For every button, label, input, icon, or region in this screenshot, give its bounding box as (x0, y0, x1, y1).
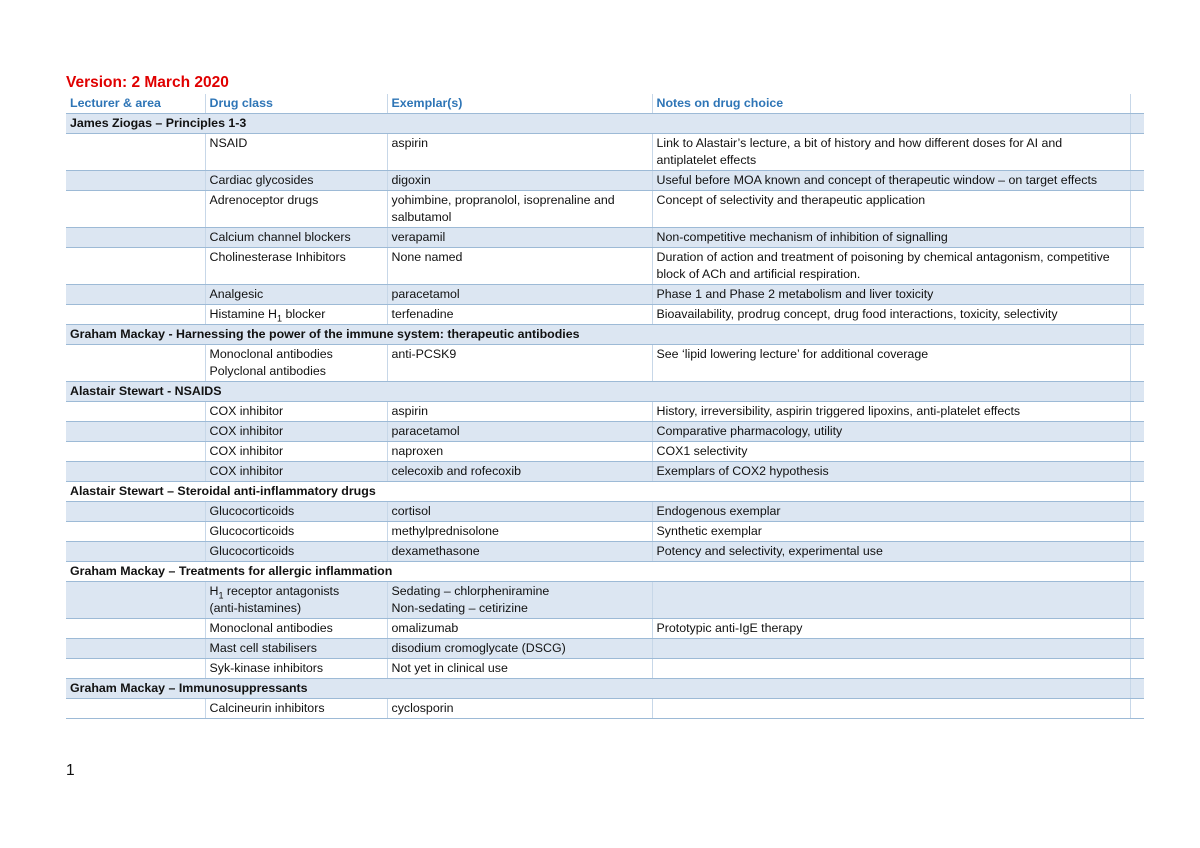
table-row (66, 619, 1144, 639)
section-title: Graham Mackay – Treatments for allergic inflammation (66, 562, 1130, 582)
row-endcap (1130, 699, 1144, 719)
exemplar-text: yohimbine, propranolol, isoprenaline and salbutamol (391, 193, 615, 224)
notes-text: Synthetic exemplar (656, 524, 762, 538)
exemplar-cell (387, 305, 652, 325)
section-row (66, 382, 1144, 402)
lecturer-cell (66, 639, 205, 659)
table-row (66, 134, 1144, 171)
row-endcap (1130, 191, 1144, 228)
lecturer-cell (66, 228, 205, 248)
exemplar-cell (387, 502, 652, 522)
notes-text: Endogenous exemplar (656, 504, 781, 518)
exemplar-text: naproxen (391, 444, 444, 458)
section-row (66, 114, 1144, 134)
notes-text: Prototypic anti-IgE therapy (656, 621, 803, 635)
drug-class-cell (205, 699, 387, 719)
lecturer-cell (66, 402, 205, 422)
row-endcap (1130, 442, 1144, 462)
section-title: James Ziogas – Principles 1-3 (66, 114, 1130, 134)
lecturer-cell (66, 305, 205, 325)
exemplar-cell (387, 442, 652, 462)
table-body (66, 114, 1144, 719)
section-title: Alastair Stewart - NSAIDS (66, 382, 1130, 402)
row-endcap (1130, 402, 1144, 422)
drug-class-text: NSAID (209, 136, 248, 150)
drug-class-text: Glucocorticoids (209, 544, 295, 558)
drug-class-text: COX inhibitor (209, 424, 284, 438)
exemplar-text: cortisol (391, 504, 431, 518)
table-row (66, 248, 1144, 285)
table-row (66, 502, 1144, 522)
version-label: Version: 2 March 2020 (66, 74, 229, 91)
exemplar-text: digoxin (391, 173, 431, 187)
exemplar-cell (387, 582, 652, 619)
exemplar-cell (387, 522, 652, 542)
table-row (66, 462, 1144, 482)
header-endcap (1130, 94, 1144, 114)
drug-class-text: H (209, 584, 219, 598)
notes-cell (652, 422, 1130, 442)
exemplar-text: paracetamol (391, 287, 460, 301)
row-endcap (1130, 248, 1144, 285)
header-lecturer-area: Lecturer & area (66, 94, 205, 114)
header-notes: Notes on drug choice (652, 94, 1130, 114)
exemplar-text: disodium cromoglycate (DSCG) (391, 641, 566, 655)
drug-class-cell (205, 191, 387, 228)
notes-text: Bioavailability, prodrug concept, drug food interactions, toxicity, selectivity (656, 307, 1058, 321)
row-endcap (1130, 422, 1144, 442)
notes-text: Potency and selectivity, experimental use (656, 544, 883, 558)
header-drug-class: Drug class (205, 94, 387, 114)
row-endcap (1130, 619, 1144, 639)
drug-class-text: Analgesic (209, 287, 264, 301)
row-endcap (1130, 325, 1144, 345)
section-row (66, 562, 1144, 582)
notes-text: Useful before MOA known and concept of therapeutic window – on target effects (656, 173, 1098, 187)
notes-cell (652, 248, 1130, 285)
drug-class-text-line2: Polyclonal antibodies (209, 364, 326, 378)
lecturer-cell (66, 462, 205, 482)
table-header-row (66, 94, 1144, 114)
drug-class-text: Mast cell stabilisers (209, 641, 317, 655)
row-endcap (1130, 228, 1144, 248)
drug-class-text: COX inhibitor (209, 464, 284, 478)
section-row (66, 482, 1144, 502)
row-endcap (1130, 542, 1144, 562)
row-endcap (1130, 482, 1144, 502)
lecturer-cell (66, 699, 205, 719)
page-number: 1 (66, 762, 75, 779)
exemplar-cell (387, 134, 652, 171)
header-exemplars: Exemplar(s) (387, 94, 652, 114)
section-row (66, 325, 1144, 345)
section-title: Graham Mackay – Immunosuppressants (66, 679, 1130, 699)
row-endcap (1130, 659, 1144, 679)
drug-class-text-line2: (anti-histamines) (209, 601, 302, 615)
table-row (66, 171, 1144, 191)
drug-class-cell (205, 345, 387, 382)
notes-cell (652, 171, 1130, 191)
table-row (66, 699, 1144, 719)
row-endcap (1130, 345, 1144, 382)
exemplar-cell (387, 345, 652, 382)
drug-class-text: Cholinesterase Inhibitors (209, 250, 346, 264)
exemplar-cell (387, 619, 652, 639)
notes-cell (652, 619, 1130, 639)
subscript: 1 (218, 590, 224, 601)
table-row (66, 228, 1144, 248)
drug-class-cell (205, 619, 387, 639)
drug-class-cell (205, 171, 387, 191)
exemplar-text: Not yet in clinical use (391, 661, 508, 675)
row-endcap (1130, 502, 1144, 522)
drug-class-text-cont: blocker (282, 307, 326, 321)
notes-cell (652, 522, 1130, 542)
row-endcap (1130, 171, 1144, 191)
notes-text: Duration of action and treatment of poisoning by chemical antagonism, competitive block of ACh and artificial respiration. (656, 250, 1110, 281)
exemplar-cell (387, 248, 652, 285)
notes-text: Phase 1 and Phase 2 metabolism and liver toxicity (656, 287, 934, 301)
drug-class-cell (205, 305, 387, 325)
notes-cell (652, 345, 1130, 382)
notes-cell (652, 699, 1130, 719)
exemplar-text: None named (391, 250, 463, 264)
lecturer-cell (66, 422, 205, 442)
drug-class-text-cont: receptor antagonists (223, 584, 340, 598)
row-endcap (1130, 305, 1144, 325)
table-row (66, 522, 1144, 542)
exemplar-cell (387, 402, 652, 422)
lecturer-cell (66, 582, 205, 619)
lecturer-cell (66, 442, 205, 462)
notes-text: Concept of selectivity and therapeutic application (656, 193, 926, 207)
subscript: 1 (276, 313, 282, 324)
drug-table (66, 94, 1144, 719)
exemplar-text: methylprednisolone (391, 524, 499, 538)
drug-class-text: Adrenoceptor drugs (209, 193, 319, 207)
drug-class-cell (205, 402, 387, 422)
section-row (66, 679, 1144, 699)
row-endcap (1130, 639, 1144, 659)
notes-cell (652, 402, 1130, 422)
exemplar-cell (387, 422, 652, 442)
exemplar-text: cyclosporin (391, 701, 454, 715)
drug-class-text: Calcineurin inhibitors (209, 701, 325, 715)
table-row (66, 402, 1144, 422)
row-endcap (1130, 285, 1144, 305)
notes-cell (652, 659, 1130, 679)
drug-class-text: Calcium channel blockers (209, 230, 351, 244)
drug-class-text: COX inhibitor (209, 404, 284, 418)
exemplar-cell (387, 699, 652, 719)
exemplar-text: celecoxib and rofecoxib (391, 464, 521, 478)
drug-class-cell (205, 502, 387, 522)
notes-text: Link to Alastair’s lecture, a bit of history and how different doses for AI and antiplatelet effects (656, 136, 1063, 167)
drug-class-text: Glucocorticoids (209, 524, 295, 538)
notes-cell (652, 442, 1130, 462)
drug-class-cell (205, 542, 387, 562)
exemplar-text: Sedating – chlorpheniramine (391, 584, 550, 598)
notes-text: Non-competitive mechanism of inhibition of signalling (656, 230, 948, 244)
exemplar-cell (387, 285, 652, 305)
table-row (66, 305, 1144, 325)
drug-class-cell (205, 522, 387, 542)
drug-class-text: Monoclonal antibodies (209, 347, 333, 361)
exemplar-cell (387, 191, 652, 228)
lecturer-cell (66, 134, 205, 171)
lecturer-cell (66, 619, 205, 639)
exemplar-cell (387, 171, 652, 191)
exemplar-text-line2: Non-sedating – cetirizine (391, 601, 528, 615)
row-endcap (1130, 582, 1144, 619)
table-row (66, 542, 1144, 562)
drug-class-text: Monoclonal antibodies (209, 621, 333, 635)
drug-class-text: Syk-kinase inhibitors (209, 661, 324, 675)
drug-class-cell (205, 228, 387, 248)
drug-class-cell (205, 248, 387, 285)
notes-text: See ‘lipid lowering lecture’ for additional coverage (656, 347, 929, 361)
lecturer-cell (66, 248, 205, 285)
row-endcap (1130, 522, 1144, 542)
row-endcap (1130, 114, 1144, 134)
lecturer-cell (66, 502, 205, 522)
notes-cell (652, 462, 1130, 482)
notes-cell (652, 305, 1130, 325)
drug-class-text: Histamine H (209, 307, 277, 321)
row-endcap (1130, 134, 1144, 171)
drug-class-text: Glucocorticoids (209, 504, 295, 518)
exemplar-cell (387, 659, 652, 679)
drug-class-cell (205, 582, 387, 619)
section-title: Graham Mackay - Harnessing the power of the immune system: therapeutic antibodies (66, 325, 1130, 345)
notes-cell (652, 582, 1130, 619)
drug-class-cell (205, 639, 387, 659)
exemplar-text: aspirin (391, 404, 429, 418)
table-row (66, 659, 1144, 679)
table-row (66, 345, 1144, 382)
table-row (66, 191, 1144, 228)
lecturer-cell (66, 171, 205, 191)
lecturer-cell (66, 191, 205, 228)
notes-cell (652, 542, 1130, 562)
drug-class-cell (205, 422, 387, 442)
lecturer-cell (66, 285, 205, 305)
row-endcap (1130, 679, 1144, 699)
row-endcap (1130, 462, 1144, 482)
table-row (66, 442, 1144, 462)
notes-text: History, irreversibility, aspirin triggered lipoxins, anti-platelet effects (656, 404, 1021, 418)
exemplar-text: terfenadine (391, 307, 454, 321)
exemplar-text: omalizumab (391, 621, 459, 635)
drug-class-cell (205, 442, 387, 462)
drug-class-cell (205, 134, 387, 171)
lecturer-cell (66, 659, 205, 679)
exemplar-cell (387, 542, 652, 562)
table-row (66, 422, 1144, 442)
notes-cell (652, 639, 1130, 659)
notes-cell (652, 191, 1130, 228)
table-row (66, 639, 1144, 659)
lecturer-cell (66, 542, 205, 562)
drug-class-cell (205, 285, 387, 305)
lecturer-cell (66, 345, 205, 382)
notes-cell (652, 228, 1130, 248)
table-row (66, 582, 1144, 619)
notes-cell (652, 285, 1130, 305)
exemplar-cell (387, 462, 652, 482)
exemplar-cell (387, 228, 652, 248)
exemplar-text: dexamethasone (391, 544, 480, 558)
drug-class-cell (205, 462, 387, 482)
drug-class-text: COX inhibitor (209, 444, 284, 458)
row-endcap (1130, 562, 1144, 582)
exemplar-text: anti-PCSK9 (391, 347, 457, 361)
lecturer-cell (66, 522, 205, 542)
exemplar-text: paracetamol (391, 424, 460, 438)
notes-text: COX1 selectivity (656, 444, 748, 458)
notes-text: Exemplars of COX2 hypothesis (656, 464, 829, 478)
notes-cell (652, 134, 1130, 171)
section-title: Alastair Stewart – Steroidal anti-inflammatory drugs (66, 482, 1130, 502)
notes-cell (652, 502, 1130, 522)
exemplar-cell (387, 639, 652, 659)
exemplar-text: verapamil (391, 230, 446, 244)
drug-class-cell (205, 659, 387, 679)
drug-class-text: Cardiac glycosides (209, 173, 314, 187)
notes-text: Comparative pharmacology, utility (656, 424, 843, 438)
exemplar-text: aspirin (391, 136, 429, 150)
table-row (66, 285, 1144, 305)
row-endcap (1130, 382, 1144, 402)
